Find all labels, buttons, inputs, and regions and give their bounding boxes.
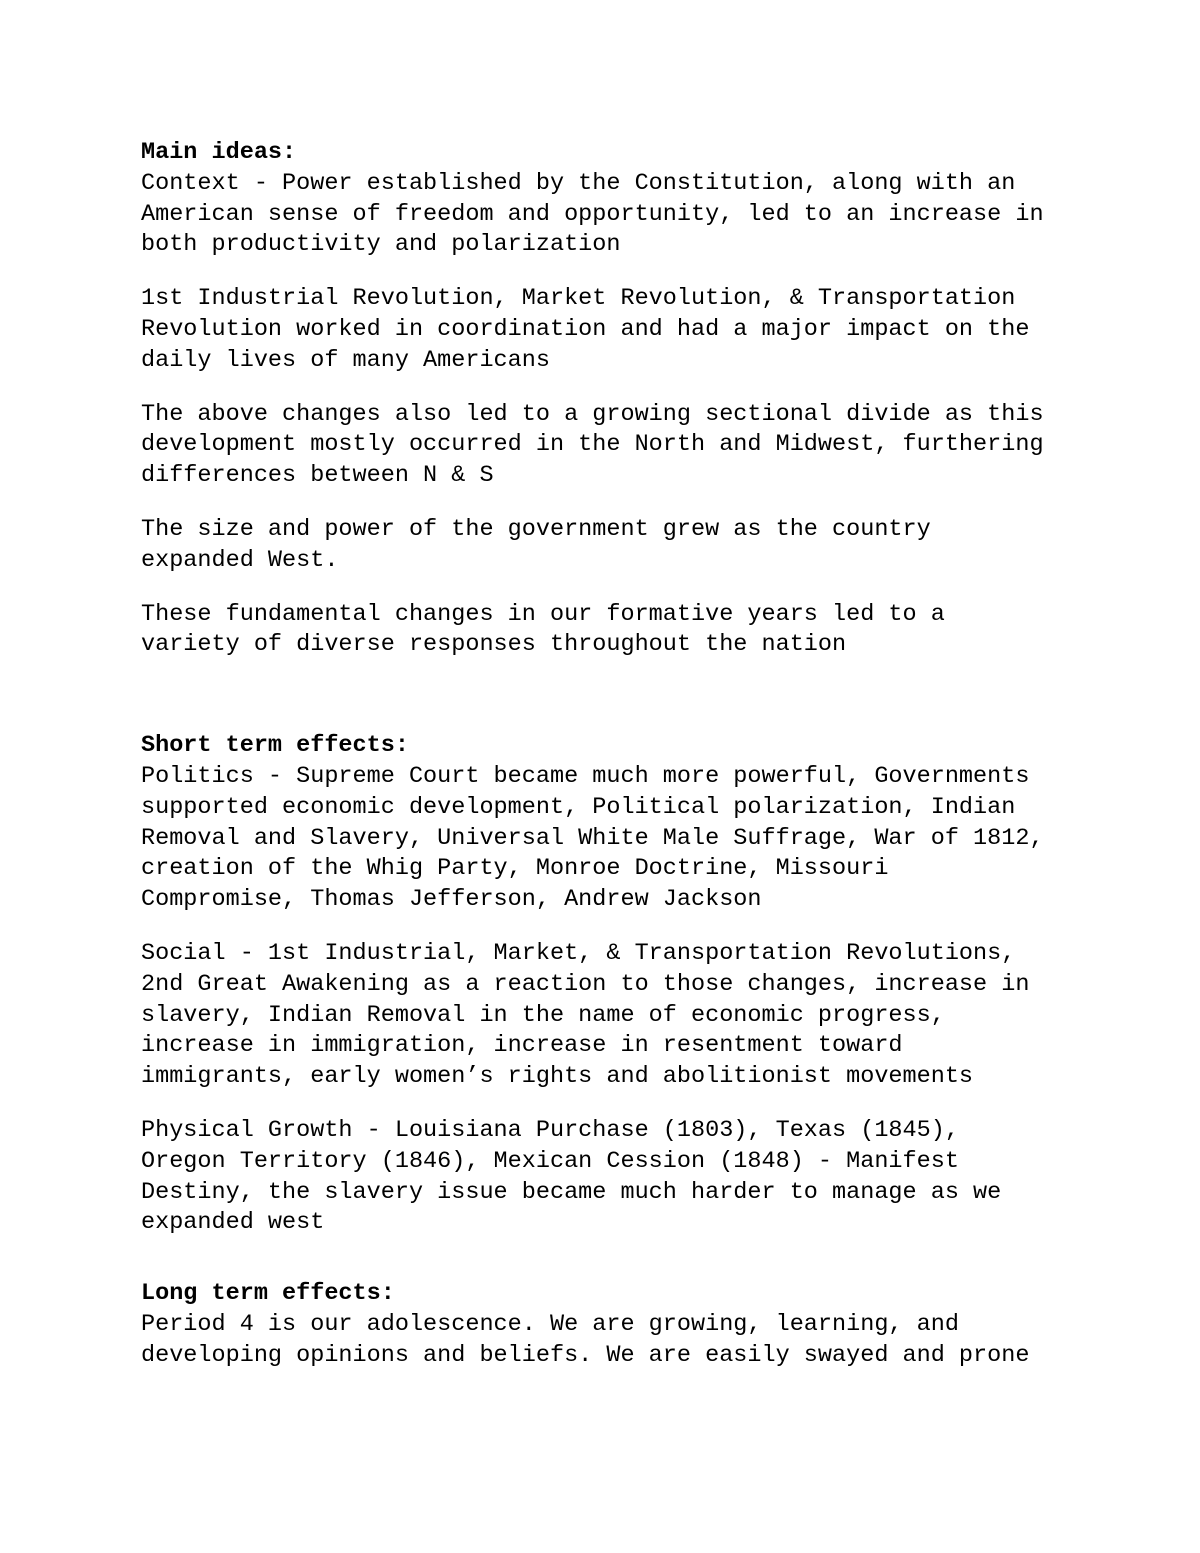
text-line: Revolution worked in coordination and had a major impact on the [141,315,1030,343]
text-line: Removal and Slavery, Universal White Male Suffrage, War of 1812, [141,824,1044,852]
text-line: Oregon Territory (1846), Mexican Cession (1848) - Manifest [141,1147,959,1175]
text-line: developing opinions and beliefs. We are easily swayed and prone [141,1341,1030,1369]
text-line: The size and power of the government grew as the country [141,515,931,543]
long-term-paragraph [141,1310,1101,1372]
main-ideas-paragraph [141,600,1101,662]
text-line: development mostly occurred in the North and Midwest, furthering [141,431,1044,459]
short-term-section [141,731,1101,1239]
main-ideas-section [141,138,1101,661]
long-term-heading: Long term effects: [141,1280,395,1308]
text-line: 1st Industrial Revolution, Market Revolution, & Transportation [141,285,1016,313]
text-line: American sense of freedom and opportunity, led to an increase in [141,200,1044,228]
long-term-section [141,1279,1101,1371]
text-line: Physical Growth - Louisiana Purchase (1803), Texas (1845), [141,1116,959,1144]
text-line: differences between N & S [141,462,494,490]
text-line: creation of the Whig Party, Monroe Doctrine, Missouri [141,855,889,883]
short-term-paragraph [141,1116,1101,1239]
text-line: increase in immigration, increase in resentment toward [141,1032,903,1060]
text-line: Context - Power established by the Constitution, along with an [141,169,1016,197]
main-ideas-paragraph [141,284,1101,376]
text-line: expanded West. [141,546,339,574]
text-line: These fundamental changes in our formative years led to a [141,600,945,628]
main-ideas-paragraph [141,400,1101,492]
text-line: Destiny, the slavery issue became much harder to manage as we [141,1178,1002,1206]
text-line: Period 4 is our adolescence. We are growing, learning, and [141,1310,959,1338]
text-line: expanded west [141,1209,325,1237]
text-line: Politics - Supreme Court became much more powerful, Governments [141,762,1030,790]
text-line: slavery, Indian Removal in the name of economic progress, [141,1001,945,1029]
text-line: variety of diverse responses throughout the nation [141,631,847,659]
text-line: 2nd Great Awakening as a reaction to those changes, increase in [141,970,1030,998]
text-line: immigrants, early women’s rights and abolitionist movements [141,1063,974,1091]
main-ideas-paragraph [141,515,1101,577]
text-line: daily lives of many Americans [141,346,550,374]
text-line: The above changes also led to a growing sectional divide as this [141,400,1044,428]
text-line: both productivity and polarization [141,231,621,259]
text-line: Social - 1st Industrial, Market, & Transportation Revolutions, [141,939,1016,967]
text-line: Compromise, Thomas Jefferson, Andrew Jackson [141,886,762,914]
short-term-paragraph [141,939,1101,1093]
short-term-paragraph [141,762,1101,916]
main-ideas-heading: Main ideas: [141,139,297,166]
text-line: supported economic development, Political polarization, Indian [141,793,1016,821]
main-ideas-paragraph [141,169,1101,261]
short-term-heading: Short term effects: [141,732,409,760]
document-page [141,138,1101,1395]
